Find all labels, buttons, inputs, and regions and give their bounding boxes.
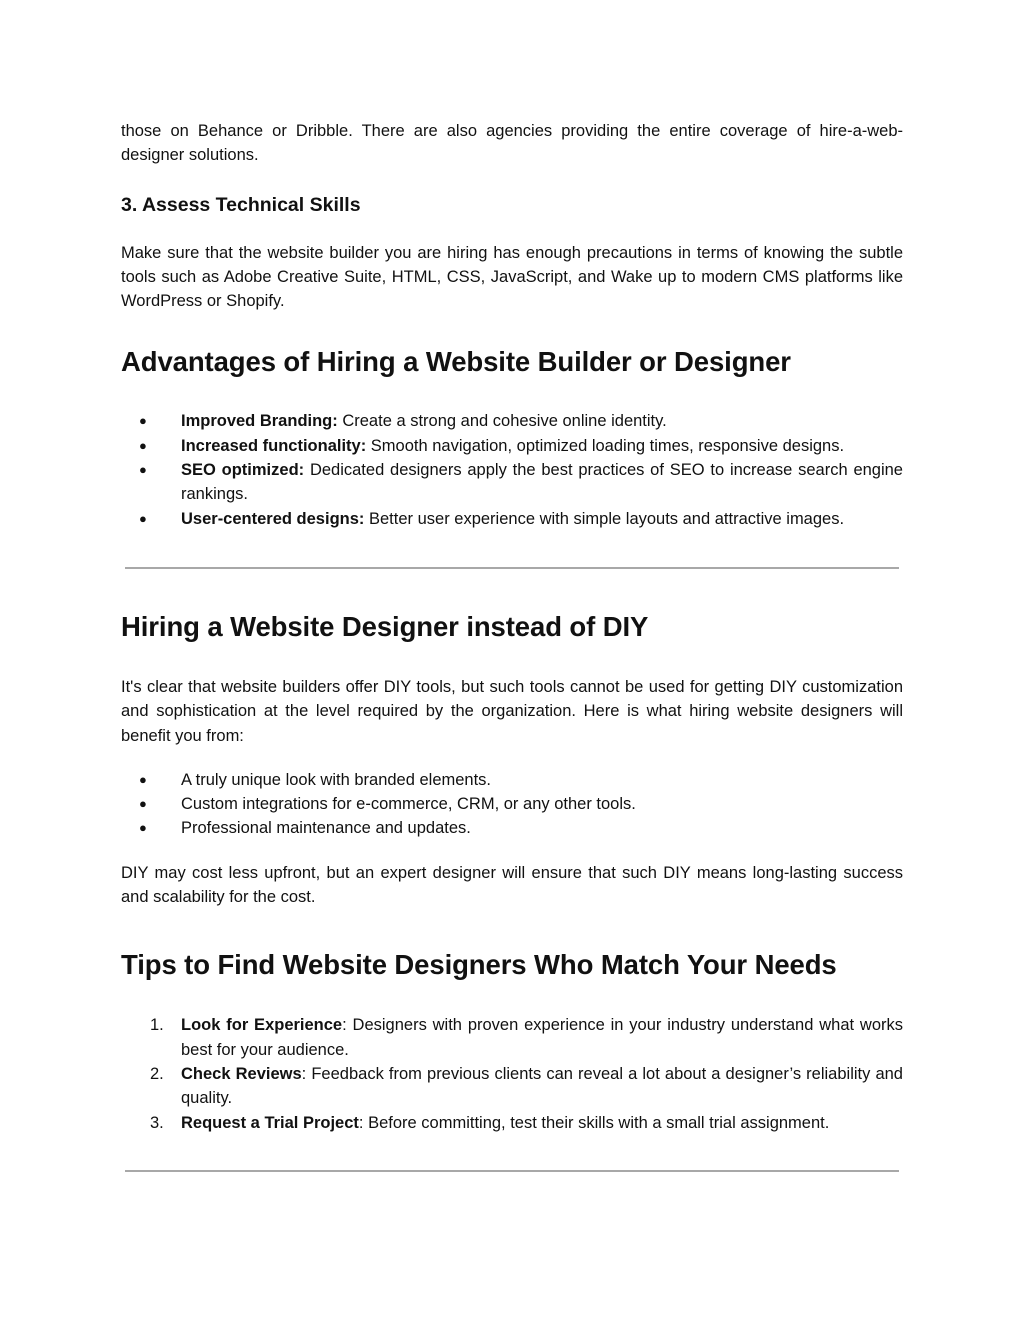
item-text: : Before committing, test their skills with a small trial assignment.: [358, 1113, 830, 1132]
bullet-icon: ●: [139, 510, 147, 526]
list-item: [121, 458, 903, 507]
list-item: [121, 816, 903, 840]
list-item: [121, 1062, 903, 1111]
skills-paragraph: Make sure that the website builder you are hiring has enough precautions in terms of knowing the subtle tools such as Adobe Creative Suite, HTML, CSS, JavaScript, and Wake up to modern CMS platforms like WordPress or Shopify.: [121, 243, 903, 311]
item-label: Check Reviews: [181, 1064, 302, 1083]
bullet-icon: ●: [139, 771, 147, 787]
bullet-icon: ●: [139, 796, 147, 812]
item-text: Smooth navigation, optimized loading times, responsive designs.: [366, 436, 845, 455]
list-item: [121, 434, 903, 458]
list-item: [121, 409, 903, 433]
advantages-list: [121, 409, 903, 530]
list-item: [121, 507, 903, 531]
item-label: Request a Trial Project: [181, 1113, 359, 1132]
item-label: Increased functionality:: [181, 436, 367, 455]
horizontal-divider: [125, 567, 899, 569]
item-label: Look for Experience: [181, 1016, 343, 1035]
list-item: [121, 1013, 903, 1062]
document-page: [121, 119, 903, 1172]
item-text: Dedicated designers apply the best practices of SEO to increase search engine rankings.: [181, 461, 903, 504]
item-label: User-centered designs:: [181, 509, 365, 528]
diy-heading: Hiring a Website Designer instead of DIY: [121, 610, 649, 642]
skills-heading: 3. Assess Technical Skills: [121, 193, 361, 216]
item-text: : Designers with proven experience in your industry understand what works best for your audience.: [181, 1016, 903, 1059]
bullet-icon: ●: [139, 413, 147, 429]
bullet-icon: ●: [139, 462, 147, 478]
item-label: SEO optimized:: [181, 461, 305, 480]
list-item: [121, 792, 903, 816]
tips-list: [121, 1013, 903, 1134]
list-item: [121, 1111, 903, 1135]
tips-heading: Tips to Find Website Designers Who Match Your Needs: [121, 949, 837, 981]
diy-closing-paragraph: DIY may cost less upfront, but an expert designer will ensure that such DIY means long-lasting success and scalability for the cost.: [121, 863, 903, 907]
item-number: 3.: [150, 1113, 164, 1132]
item-text: A truly unique look with branded elements.: [181, 770, 492, 789]
item-number: 2.: [150, 1064, 164, 1083]
item-text: Better user experience with simple layouts and attractive images.: [364, 509, 845, 528]
diy-list: [121, 768, 903, 841]
intro-paragraph: those on Behance or Dribble. There are also agencies providing the entire coverage of hire-a-web-designer solutions.: [121, 122, 903, 165]
item-text: Create a strong and cohesive online identity.: [337, 412, 667, 431]
list-item: [121, 768, 903, 792]
item-label: Improved Branding:: [181, 412, 338, 431]
item-text: : Feedback from previous clients can reveal a lot about a designer’s reliability and quality.: [181, 1064, 903, 1108]
item-text: Professional maintenance and updates.: [181, 819, 471, 838]
horizontal-divider: [125, 1170, 899, 1172]
bullet-icon: ●: [139, 437, 147, 453]
bullet-icon: ●: [139, 820, 147, 836]
diy-paragraph: It's clear that website builders offer DIY tools, but such tools cannot be used for getting DIY customization and sophistication at the level required by the organization. Here is what hiring website designers will benefit you from:: [121, 677, 903, 745]
advantages-heading: Advantages of Hiring a Website Builder or Designer: [121, 346, 791, 378]
item-number: 1.: [150, 1016, 164, 1035]
item-text: Custom integrations for e-commerce, CRM, or any other tools.: [181, 795, 636, 814]
